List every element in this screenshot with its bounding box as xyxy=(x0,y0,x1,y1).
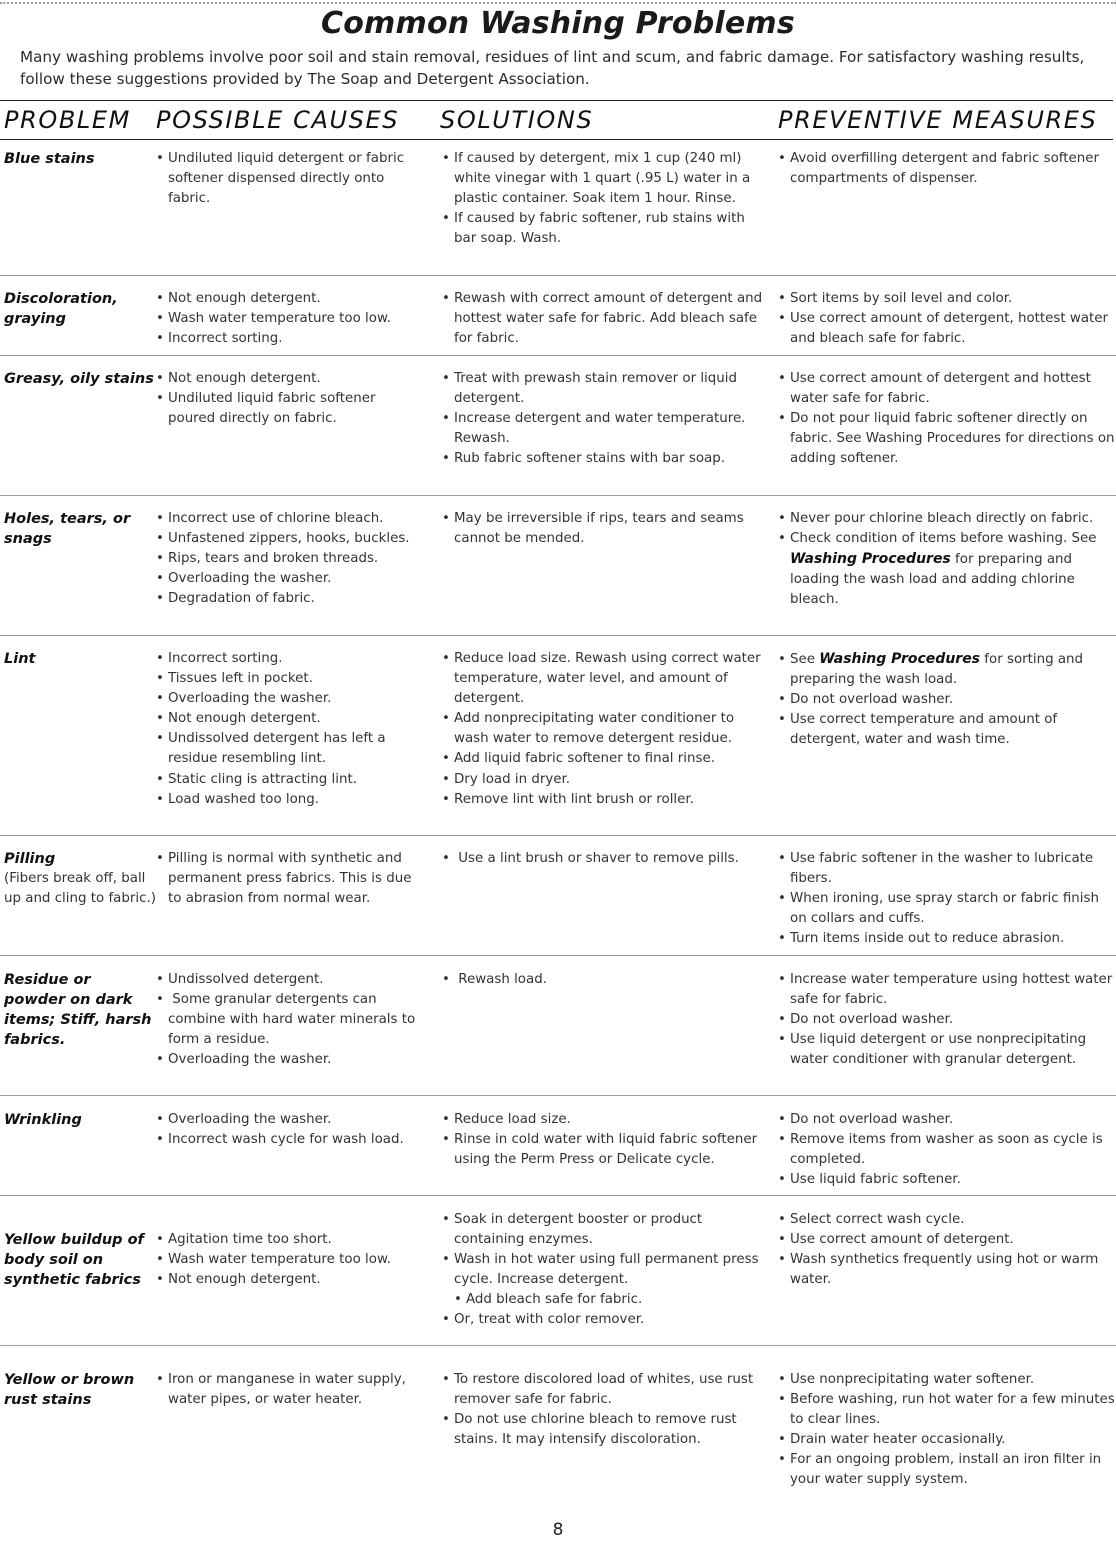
preventive-item: • Use liquid detergent or use nonprecipitating water conditioner with granular detergent. xyxy=(778,1030,1116,1070)
causes-cell xyxy=(156,970,424,1070)
preventive-cell xyxy=(778,1210,1116,1290)
table-row-lint xyxy=(0,649,1116,836)
cause-item: • Not enough detergent. xyxy=(156,1270,424,1290)
table-header-rule xyxy=(0,139,1113,140)
problem-label: Lint xyxy=(4,651,36,667)
cause-item: • Not enough detergent. xyxy=(156,289,424,309)
solution-item: • To restore discolored load of whites, use rust remover safe for fabric. xyxy=(442,1370,767,1410)
problem-cell xyxy=(4,1230,156,1290)
table-row-greasy-oily-stains xyxy=(0,369,1116,496)
preventive-item: • Remove items from washer as soon as cycle is completed. xyxy=(778,1130,1116,1170)
intro-paragraph: Many washing problems involve poor soil and stain removal, residues of lint and scum, and fabric damage. For satisfactory washing results, follow these suggestions provided by The Soap and Detergent Association. xyxy=(20,48,1085,88)
preventive-item: • Turn items inside out to reduce abrasion. xyxy=(778,929,1116,949)
solution-item: • Add liquid fabric softener to final rinse. xyxy=(442,749,767,769)
page-number: 8 xyxy=(552,1520,564,1540)
preventive-item: • Use liquid fabric softener. xyxy=(778,1170,1116,1190)
problem-cell xyxy=(4,1370,156,1410)
causes-cell xyxy=(156,369,424,429)
preventive-item: • Use correct temperature and amount of detergent, water and wash time. xyxy=(778,710,1116,750)
preventive-item: • Use correct amount of detergent and hottest water safe for fabric. xyxy=(778,369,1116,409)
preventive-item xyxy=(778,649,1116,690)
solutions-cell xyxy=(442,509,767,549)
solution-item: • If caused by detergent, mix 1 cup (240 ml) white vinegar with 1 quart (.95 L) water in a plastic container. Soak item 1 hour. Rinse. xyxy=(442,149,767,209)
preventive-cell xyxy=(778,369,1116,469)
cause-item: • Undiluted liquid detergent or fabric softener dispensed directly onto fabric. xyxy=(156,149,424,209)
preventive-text: Check condition of items before washing. See xyxy=(790,531,1097,547)
top-dotted-border xyxy=(0,2,1116,4)
problem-cell xyxy=(4,649,156,669)
header-possible-causes: POSSIBLE CAUSES xyxy=(156,106,400,134)
preventive-item: • Use nonprecipitating water softener. xyxy=(778,1370,1116,1390)
table-row-discoloration xyxy=(0,289,1116,356)
solutions-cell xyxy=(442,1110,767,1170)
preventive-cell xyxy=(778,509,1116,610)
solution-item: • Dry load in dryer. xyxy=(442,770,767,790)
cause-item: • Incorrect sorting. xyxy=(156,329,424,349)
solution-item: • Treat with prewash stain remover or liquid detergent. xyxy=(442,369,767,409)
solutions-cell xyxy=(442,289,767,349)
cause-item: • Tissues left in pocket. xyxy=(156,669,424,689)
preventive-item: • For an ongoing problem, install an iron filter in your water supply system. xyxy=(778,1450,1116,1490)
page-title: Common Washing Problems xyxy=(321,6,795,41)
cause-item: • Load washed too long. xyxy=(156,790,424,810)
causes-cell xyxy=(156,649,424,810)
preventive-item: • Wash synthetics frequently using hot or warm water. xyxy=(778,1250,1116,1290)
problem-label: Discoloration, graying xyxy=(4,291,118,328)
solution-item: • If caused by fabric softener, rub stains with bar soap. Wash. xyxy=(442,209,767,249)
preventive-item: • Never pour chlorine bleach directly on fabric. xyxy=(778,509,1116,529)
solutions-cell xyxy=(442,649,767,810)
preventive-cell xyxy=(778,1370,1116,1491)
problem-label: Yellow buildup of body soil on synthetic fabrics xyxy=(4,1232,144,1289)
table-top-rule xyxy=(0,100,1113,101)
cause-item: • Undissolved detergent has left a residue resembling lint. xyxy=(156,729,424,769)
preventive-item: • Do not overload washer. xyxy=(778,1110,1116,1130)
problem-label: Greasy, oily stains xyxy=(4,371,154,387)
causes-cell xyxy=(156,149,424,209)
preventive-cell xyxy=(778,149,1116,189)
problem-cell xyxy=(4,509,156,549)
preventive-item xyxy=(778,529,1116,610)
table-header xyxy=(0,106,1116,138)
solution-item: • Add nonprecipitating water conditioner to wash water to remove detergent residue. xyxy=(442,709,767,749)
solution-item: • May be irreversible if rips, tears and seams cannot be mended. xyxy=(442,509,767,549)
table-row-yellow-buildup xyxy=(0,1210,1116,1346)
table-row-residue xyxy=(0,970,1116,1096)
solution-item: • Remove lint with lint brush or roller. xyxy=(442,790,767,810)
preventive-item: • Use correct amount of detergent, hottest water and bleach safe for fabric. xyxy=(778,309,1116,349)
table-row-pilling xyxy=(0,849,1116,956)
solution-continuation: • Add bleach safe for fabric. xyxy=(442,1290,767,1310)
washing-procedures-reference: Washing Procedures xyxy=(819,651,981,667)
cause-item: • Incorrect sorting. xyxy=(156,649,424,669)
solutions-cell xyxy=(442,970,767,990)
causes-cell xyxy=(156,1110,424,1150)
preventive-item: • Before washing, run hot water for a few minutes to clear lines. xyxy=(778,1390,1116,1430)
cause-item: • Undissolved detergent. xyxy=(156,970,424,990)
problem-cell xyxy=(4,149,156,169)
solution-item: • Do not use chlorine bleach to remove rust stains. It may intensify discoloration. xyxy=(442,1410,767,1450)
cause-item: • Overloading the washer. xyxy=(156,569,424,589)
preventive-cell xyxy=(778,1110,1116,1190)
cause-item: • Degradation of fabric. xyxy=(156,589,424,609)
solution-item: • Use a lint brush or shaver to remove pills. xyxy=(442,849,767,869)
solution-item: • Rinse in cold water with liquid fabric softener using the Perm Press or Delicate cycle. xyxy=(442,1130,767,1170)
cause-item: • Incorrect wash cycle for wash load. xyxy=(156,1130,424,1150)
preventive-item: • Sort items by soil level and color. xyxy=(778,289,1116,309)
table-row-blue-stains xyxy=(0,149,1116,276)
preventive-item: • Avoid overfilling detergent and fabric softener compartments of dispenser. xyxy=(778,149,1116,189)
causes-cell xyxy=(156,509,424,609)
preventive-text: for sorting and preparing the wash load. xyxy=(790,652,1084,688)
solution-item: • Rewash with correct amount of detergent and hottest water safe for fabric. Add bleach safe for fabric. xyxy=(442,289,767,349)
washing-procedures-reference: Washing Procedures xyxy=(790,551,951,568)
preventive-item: • Do not pour liquid fabric softener directly on fabric. See Washing Procedures for directions on adding softener. xyxy=(778,409,1116,469)
cause-item: • Wash water temperature too low. xyxy=(156,309,424,329)
preventive-item: • Drain water heater occasionally. xyxy=(778,1430,1116,1450)
problem-label: Yellow or brown rust stains xyxy=(4,1372,135,1409)
solutions-cell xyxy=(442,369,767,469)
causes-cell xyxy=(156,289,424,349)
solution-item: • Rewash load. xyxy=(442,970,767,990)
problem-label: Residue or powder on dark items; Stiff, harsh fabrics. xyxy=(4,972,152,1049)
table-row-rust-stains xyxy=(0,1370,1116,1496)
problem-cell xyxy=(4,369,156,389)
cause-item: • Overloading the washer. xyxy=(156,689,424,709)
preventive-item: • Increase water temperature using hottest water safe for fabric. xyxy=(778,970,1116,1010)
table-row-wrinkling xyxy=(0,1110,1116,1196)
preventive-cell xyxy=(778,970,1116,1070)
table-row-holes-tears-snags xyxy=(0,509,1116,636)
preventive-text: See xyxy=(790,652,815,667)
solution-item: • Reduce load size. xyxy=(442,1110,767,1130)
problem-cell xyxy=(4,289,156,329)
cause-item: • Undiluted liquid fabric softener poured directly on fabric. xyxy=(156,389,424,429)
preventive-item: • When ironing, use spray starch or fabric finish on collars and cuffs. xyxy=(778,889,1116,929)
cause-item: • Overloading the washer. xyxy=(156,1110,424,1130)
cause-item: • Rips, tears and broken threads. xyxy=(156,549,424,569)
problem-cell xyxy=(4,970,156,1050)
problem-label: Pilling xyxy=(4,851,56,867)
preventive-cell xyxy=(778,289,1116,349)
cause-item: • Not enough detergent. xyxy=(156,369,424,389)
cause-item: • Wash water temperature too low. xyxy=(156,1250,424,1270)
cause-item: • Incorrect use of chlorine bleach. xyxy=(156,509,424,529)
problem-cell xyxy=(4,1110,156,1130)
solutions-cell xyxy=(442,849,767,869)
solution-item: • Increase detergent and water temperature. Rewash. xyxy=(442,409,767,449)
cause-item: • Some granular detergents can combine with hard water minerals to form a residue. xyxy=(156,990,424,1050)
solution-item: • Rub fabric softener stains with bar soap. xyxy=(442,449,767,469)
cause-item: • Not enough detergent. xyxy=(156,709,424,729)
header-preventive-measures: PREVENTIVE MEASURES xyxy=(778,106,1098,134)
cause-item: • Agitation time too short. xyxy=(156,1230,424,1250)
preventive-item: • Select correct wash cycle. xyxy=(778,1210,1116,1230)
problem-label: Holes, tears, or snags xyxy=(4,511,131,548)
causes-cell xyxy=(156,1370,424,1410)
causes-cell xyxy=(156,1230,424,1290)
cause-item: • Pilling is normal with synthetic and permanent press fabrics. This is due to abrasion from normal wear. xyxy=(156,849,424,909)
cause-item: • Static cling is attracting lint. xyxy=(156,770,424,790)
header-solutions: SOLUTIONS xyxy=(440,106,594,134)
causes-cell xyxy=(156,849,424,909)
problem-cell xyxy=(4,849,156,909)
cause-item: • Unfastened zippers, hooks, buckles. xyxy=(156,529,424,549)
solution-item: • Wash in hot water using full permanent press cycle. Increase detergent. xyxy=(442,1250,767,1290)
problem-label: Blue stains xyxy=(4,151,95,167)
preventive-text: for preparing and loading the wash load and adding chlorine bleach. xyxy=(790,552,1075,608)
preventive-cell xyxy=(778,649,1116,750)
header-problem: PROBLEM xyxy=(4,106,131,134)
preventive-item: • Do not overload washer. xyxy=(778,1010,1116,1030)
preventive-item: • Use fabric softener in the washer to lubricate fibers. xyxy=(778,849,1116,889)
solution-item: • Reduce load size. Rewash using correct water temperature, water level, and amount of detergent. xyxy=(442,649,767,709)
cause-item: • Iron or manganese in water supply, water pipes, or water heater. xyxy=(156,1370,424,1410)
solutions-cell xyxy=(442,1210,767,1331)
preventive-cell xyxy=(778,849,1116,949)
solution-item: • Soak in detergent booster or product containing enzymes. xyxy=(442,1210,767,1250)
cause-item: • Overloading the washer. xyxy=(156,1050,424,1070)
problem-label: Wrinkling xyxy=(4,1112,82,1128)
preventive-item: • Use correct amount of detergent. xyxy=(778,1230,1116,1250)
preventive-item: • Do not overload washer. xyxy=(778,690,1116,710)
solutions-cell xyxy=(442,1370,767,1450)
solutions-cell xyxy=(442,149,767,249)
solution-item: • Or, treat with color remover. xyxy=(442,1310,767,1330)
problem-note: (Fibers break off, ball up and cling to fabric.) xyxy=(4,871,156,907)
